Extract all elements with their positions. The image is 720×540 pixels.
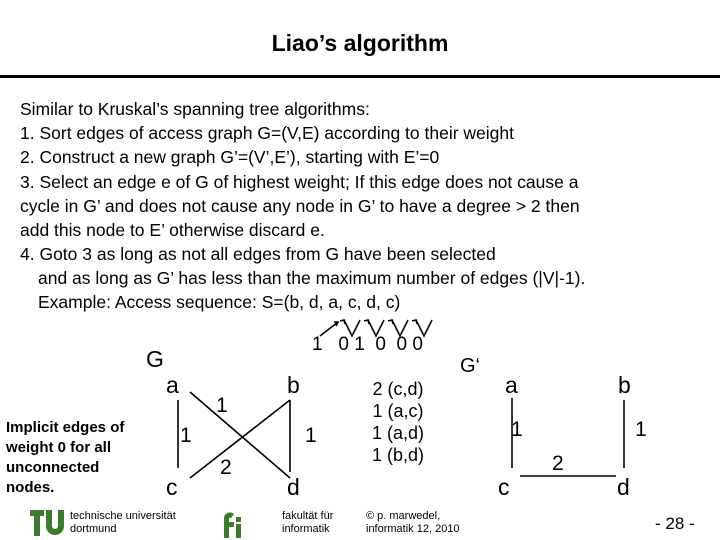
edge-list-item: 2 (c,d) — [372, 379, 424, 399]
graph-g-prime-weight-cd: 2 — [552, 452, 564, 475]
graph-g-node-b: b — [287, 372, 300, 398]
edge-list — [358, 378, 438, 466]
graph-g-weight-ac: 1 — [180, 424, 192, 447]
graph-g-node-c: c — [166, 474, 178, 500]
implicit-edges-note — [6, 418, 124, 498]
edge-list-item: 1 (a,d) — [371, 423, 425, 443]
graph-g-weight-bc: 2 — [220, 456, 232, 479]
body-line-2: 1. Sort edges of access graph G=(V,E) according to their weight — [20, 123, 514, 143]
graph-g-prime-label: G‘ — [460, 355, 480, 377]
title-divider — [0, 75, 720, 78]
footer-copyright-line-2: informatik 12, 2010 — [366, 523, 460, 535]
footer-university-line-1: technische universität — [70, 510, 176, 522]
body-line-3: 2. Construct a new graph G’=(V’,E’), starting with E’=0 — [20, 147, 440, 167]
footer-university — [70, 510, 176, 536]
graph-g-prime-node-d: d — [617, 474, 630, 500]
note-line-4: nodes. — [6, 479, 55, 496]
graph-g-prime-weight-bd: 1 — [635, 418, 647, 441]
graph-g-node-a: a — [166, 372, 179, 398]
graph-g-label: G — [146, 346, 164, 372]
footer-copyright-line-1: © p. marwedel, — [366, 510, 441, 522]
page-title: Liao’s algorithm — [271, 30, 449, 56]
body-line-8: and as long as G’ has less than the maximum number of edges (|V|-1). — [38, 268, 586, 288]
body-line-7: 4. Goto 3 as long as not all edges from G have been selected — [20, 244, 496, 264]
graph-g-node-d: d — [287, 474, 300, 500]
graph-g-prime-node-b: b — [618, 372, 631, 398]
footer-university-line-2: dortmund — [70, 523, 117, 535]
body-line-4: 3. Select an edge e of G of highest weight; If this edge does not cause a — [20, 172, 579, 192]
page-number: - 28 - — [655, 514, 695, 533]
sequence-weights: 1 0 1 0 0 0 — [312, 334, 423, 355]
graph-g-weight-ad: 1 — [216, 394, 228, 417]
footer-faculty-line-2: informatik — [282, 523, 330, 535]
body-line-1: Similar to Kruskal’s spanning tree algorithms: — [20, 99, 370, 119]
tu-logo-icon — [30, 508, 66, 538]
edge-list-item: 1 (b,d) — [371, 445, 425, 465]
graph-g-prime-node-a: a — [505, 372, 518, 398]
fi-logo-icon — [216, 510, 246, 540]
note-line-1: Implicit edges of — [6, 419, 125, 436]
example-line: Example: Access sequence: S=(b, d, a, c, d, c) — [38, 292, 401, 312]
note-line-3: unconnected — [6, 459, 100, 476]
note-line-2: weight 0 for all — [6, 439, 112, 456]
graph-g-weight-bd: 1 — [305, 424, 317, 447]
graph-g-prime-weight-ac: 1 — [511, 418, 523, 441]
body-line-5: cycle in G’ and does not cause any node in G’ to have a degree > 2 then — [20, 196, 580, 216]
footer-copyright — [366, 510, 460, 536]
footer-faculty-line-1: fakultät für — [282, 510, 334, 522]
edge-list-item: 1 (a,c) — [372, 401, 424, 421]
footer-faculty — [282, 510, 333, 536]
graph-g-prime-node-c: c — [498, 474, 510, 500]
body-line-6: add this node to E’ otherwise discard e. — [20, 220, 325, 240]
